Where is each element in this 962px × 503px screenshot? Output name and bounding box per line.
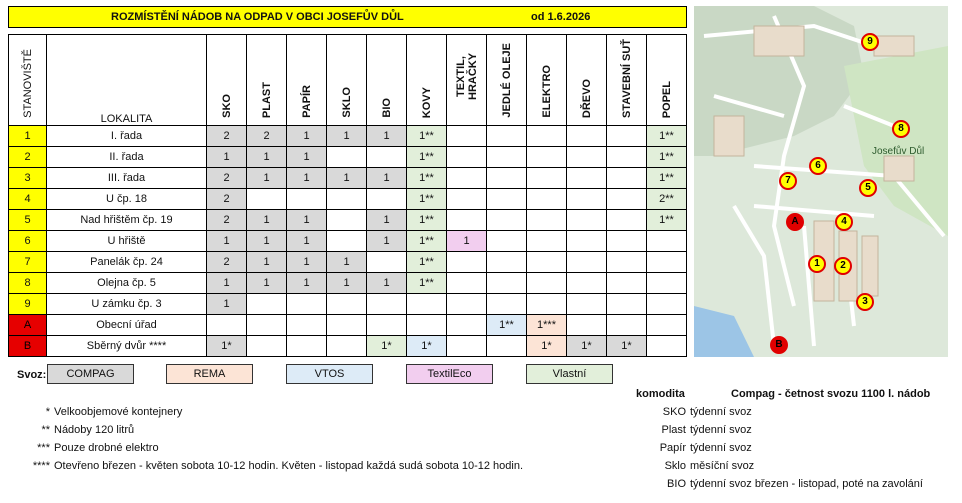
header-plast: PLAST: [247, 35, 287, 126]
komodita-sko-value: týdenní svoz: [690, 406, 752, 418]
cell-sklo: [327, 294, 367, 315]
table-row: [9, 147, 687, 168]
cell-textil-hračky: [447, 273, 487, 294]
cell-sko: 2: [207, 126, 247, 147]
cell-sklo: [327, 189, 367, 210]
cell-jedlé-oleje: [487, 147, 527, 168]
cell-sklo: [327, 231, 367, 252]
header-stanoviste: STANOVIŠTĚ: [9, 35, 47, 126]
komodita-papir: Papír: [659, 442, 686, 454]
cell-stavební-suť: [607, 189, 647, 210]
cell-elektro: 1*: [527, 336, 567, 357]
cell-plast: 1: [247, 231, 287, 252]
lokalita-name: I. řada: [47, 126, 207, 147]
cell-textil-hračky: [447, 189, 487, 210]
cell-popel: [647, 231, 687, 252]
cell-sko: 1: [207, 147, 247, 168]
cell-textil-hračky: [447, 336, 487, 357]
cell-papír: 1: [287, 168, 327, 189]
stanoviste-id: 4: [9, 189, 47, 210]
cell-jedlé-oleje: [487, 231, 527, 252]
cell-stavební-suť: [607, 231, 647, 252]
cell-elektro: [527, 210, 567, 231]
map-pin-1[interactable]: 1: [808, 255, 826, 273]
note-3: *** Pouze drobné elektro: [37, 442, 159, 454]
komodita-heading: komodita: [636, 388, 685, 400]
cell-dřevo: [567, 168, 607, 189]
cell-bio: 1: [367, 126, 407, 147]
cell-sklo: 1: [327, 252, 367, 273]
cell-textil-hračky: [447, 294, 487, 315]
cell-textil-hračky: [447, 126, 487, 147]
komodita-bio-value: týdenní svoz březen - listopad, poté na zavolání: [690, 478, 923, 490]
cell-sklo: [327, 315, 367, 336]
effective-date: od 1.6.2026: [531, 11, 591, 23]
cell-sko: 1: [207, 231, 247, 252]
header-popel: POPEL: [647, 35, 687, 126]
cell-popel: [647, 315, 687, 336]
waste-container-table: [8, 34, 687, 357]
cell-elektro: [527, 231, 567, 252]
komodita-bio: BIO: [667, 478, 686, 490]
legend-vlastni: Vlastní: [526, 364, 613, 384]
cell-textil-hračky: [447, 210, 487, 231]
map-pin-4[interactable]: 4: [835, 213, 853, 231]
cell-dřevo: [567, 315, 607, 336]
cell-bio: [367, 189, 407, 210]
cell-plast: 1: [247, 273, 287, 294]
map-background: [694, 6, 948, 357]
cell-stavební-suť: [607, 147, 647, 168]
page-title: ROZMÍSTĚNÍ NÁDOB NA ODPAD V OBCI JOSEFŮV DŮL: [111, 11, 404, 23]
cell-sko: 1: [207, 294, 247, 315]
table-row: [9, 210, 687, 231]
cell-elektro: 1***: [527, 315, 567, 336]
map-pin-6[interactable]: 6: [809, 157, 827, 175]
cell-plast: 1: [247, 252, 287, 273]
cell-dřevo: [567, 126, 607, 147]
cell-kovy: 1**: [407, 147, 447, 168]
map-pin-5[interactable]: 5: [859, 179, 877, 197]
cell-sko: 2: [207, 168, 247, 189]
cell-stavební-suť: [607, 294, 647, 315]
map-pin-a[interactable]: A: [786, 213, 804, 231]
cell-kovy: 1**: [407, 168, 447, 189]
stanoviste-id: B: [9, 336, 47, 357]
cell-popel: 1**: [647, 126, 687, 147]
stanoviste-id: 9: [9, 294, 47, 315]
table-row: [9, 168, 687, 189]
cell-dřevo: [567, 252, 607, 273]
cell-sklo: 1: [327, 168, 367, 189]
lokalita-name: Panelák čp. 24: [47, 252, 207, 273]
stanoviste-id: 8: [9, 273, 47, 294]
cell-jedlé-oleje: [487, 210, 527, 231]
cell-popel: 2**: [647, 189, 687, 210]
cell-jedlé-oleje: [487, 189, 527, 210]
cell-dřevo: 1*: [567, 336, 607, 357]
table-row: [9, 231, 687, 252]
cell-elektro: [527, 252, 567, 273]
cell-papír: 1: [287, 252, 327, 273]
cell-popel: [647, 336, 687, 357]
cell-elektro: [527, 147, 567, 168]
cell-plast: [247, 294, 287, 315]
lokalita-name: Nad hřištěm čp. 19: [47, 210, 207, 231]
cell-sko: 1: [207, 273, 247, 294]
cell-papír: [287, 315, 327, 336]
cell-stavební-suť: [607, 273, 647, 294]
cell-kovy: 1**: [407, 126, 447, 147]
komodita-sko: SKO: [662, 406, 686, 418]
cell-papír: [287, 336, 327, 357]
cell-stavební-suť: [607, 315, 647, 336]
cell-jedlé-oleje: [487, 294, 527, 315]
cell-sko: 1*: [207, 336, 247, 357]
cell-bio: 1*: [367, 336, 407, 357]
cell-elektro: [527, 294, 567, 315]
cell-elektro: [527, 273, 567, 294]
title-bar: [8, 6, 687, 28]
cell-papír: 1: [287, 231, 327, 252]
cell-kovy: 1**: [407, 273, 447, 294]
cell-sklo: 1: [327, 126, 367, 147]
map-pin-9[interactable]: 9: [861, 33, 879, 51]
lokalita-name: Obecní úřad: [47, 315, 207, 336]
cell-papír: [287, 294, 327, 315]
cell-jedlé-oleje: [487, 126, 527, 147]
stanoviste-id: A: [9, 315, 47, 336]
cell-jedlé-oleje: [487, 168, 527, 189]
cell-kovy: 1**: [407, 252, 447, 273]
header-kovy: KOVY: [407, 35, 447, 126]
cell-popel: [647, 294, 687, 315]
cell-sko: 2: [207, 189, 247, 210]
note-1: * Velkoobjemové kontejnery: [45, 406, 183, 418]
cell-kovy: [407, 315, 447, 336]
table-row: [9, 126, 687, 147]
lokalita-name: Olejna čp. 5: [47, 273, 207, 294]
cell-textil-hračky: 1: [447, 231, 487, 252]
cell-jedlé-oleje: [487, 273, 527, 294]
cell-plast: 1: [247, 168, 287, 189]
header-jedle-oleje: JEDLÉ OLEJE: [487, 35, 527, 126]
cell-dřevo: [567, 147, 607, 168]
legend-compag: COMPAG: [47, 364, 134, 384]
komodita-plast: Plast: [661, 424, 686, 436]
cell-popel: 1**: [647, 168, 687, 189]
cell-plast: [247, 336, 287, 357]
cell-sko: 2: [207, 210, 247, 231]
cell-plast: [247, 189, 287, 210]
cell-stavební-suť: 1*: [607, 336, 647, 357]
legend-textileco: TextilEco: [406, 364, 493, 384]
cell-bio: 1: [367, 210, 407, 231]
header-stavebni-sut: STAVEBNÍ SUŤ: [607, 35, 647, 126]
cell-plast: [247, 315, 287, 336]
table-row: [9, 294, 687, 315]
cell-sko: 2: [207, 252, 247, 273]
map-pin-3[interactable]: 3: [856, 293, 874, 311]
komodita-sklo-value: měsíční svoz: [690, 460, 755, 472]
cell-textil-hračky: [447, 168, 487, 189]
table-row: [9, 315, 687, 336]
cell-stavební-suť: [607, 168, 647, 189]
stanoviste-id: 2: [9, 147, 47, 168]
map-pin-7[interactable]: 7: [779, 172, 797, 190]
stanoviste-id: 6: [9, 231, 47, 252]
cell-jedlé-oleje: [487, 336, 527, 357]
cell-bio: [367, 252, 407, 273]
cell-jedlé-oleje: 1**: [487, 315, 527, 336]
cell-sklo: [327, 336, 367, 357]
table-row: [9, 273, 687, 294]
cell-elektro: [527, 126, 567, 147]
cell-popel: [647, 252, 687, 273]
cell-papír: 1: [287, 210, 327, 231]
header-sklo: SKLO: [327, 35, 367, 126]
header-sko: SKO: [207, 35, 247, 126]
note-4: **** Otevřeno březen - květen sobota 10-12 hodin. Květen - listopad každá sudá sobota 10-12 hodin.: [32, 460, 524, 472]
cell-kovy: 1**: [407, 189, 447, 210]
komodita-plast-value: týdenní svoz: [690, 424, 752, 436]
lokalita-name: II. řada: [47, 147, 207, 168]
cell-kovy: [407, 294, 447, 315]
cell-textil-hračky: [447, 147, 487, 168]
lokalita-name: Sběrný dvůr ****: [47, 336, 207, 357]
table-header-row: [9, 35, 687, 126]
header-textil: TEXTIL, HRAČKY: [447, 35, 487, 126]
map-pin-b[interactable]: B: [770, 336, 788, 354]
cell-papír: [287, 189, 327, 210]
cell-bio: 1: [367, 231, 407, 252]
cell-dřevo: [567, 294, 607, 315]
cell-kovy: 1**: [407, 210, 447, 231]
cell-elektro: [527, 189, 567, 210]
cell-textil-hračky: [447, 252, 487, 273]
komodita-papir-value: týdenní svoz: [690, 442, 752, 454]
cell-popel: 1**: [647, 210, 687, 231]
cell-popel: 1**: [647, 147, 687, 168]
cell-textil-hračky: [447, 315, 487, 336]
legend-vtos: VTOS: [286, 364, 373, 384]
table-row: [9, 252, 687, 273]
map-pin-8[interactable]: 8: [892, 120, 910, 138]
header-papir: PAPÍR: [287, 35, 327, 126]
cell-dřevo: [567, 273, 607, 294]
header-drevo: DŘEVO: [567, 35, 607, 126]
table-row: [9, 336, 687, 357]
cell-kovy: 1*: [407, 336, 447, 357]
note-2: ** Nádoby 120 litrů: [41, 424, 135, 436]
lokalita-name: U hřiště: [47, 231, 207, 252]
komodita-sklo: Sklo: [664, 460, 686, 472]
stanoviste-id: 1: [9, 126, 47, 147]
cell-papír: 1: [287, 273, 327, 294]
lokalita-name: III. řada: [47, 168, 207, 189]
cell-sko: [207, 315, 247, 336]
cell-bio: [367, 315, 407, 336]
komodita-frequency-heading: Compag - četnost svozu 1100 l. nádob: [731, 388, 931, 400]
svoz-label: Svoz:: [17, 369, 47, 381]
site-map: [694, 6, 948, 357]
cell-plast: 1: [247, 210, 287, 231]
cell-jedlé-oleje: [487, 252, 527, 273]
cell-bio: 1: [367, 168, 407, 189]
cell-stavební-suť: [607, 252, 647, 273]
lokalita-name: U zámku čp. 3: [47, 294, 207, 315]
cell-bio: [367, 294, 407, 315]
cell-stavební-suť: [607, 126, 647, 147]
stanoviste-id: 5: [9, 210, 47, 231]
lokalita-name: U čp. 18: [47, 189, 207, 210]
cell-bio: 1: [367, 273, 407, 294]
cell-papír: 1: [287, 147, 327, 168]
stanoviste-id: 7: [9, 252, 47, 273]
header-elektro: ELEKTRO: [527, 35, 567, 126]
table-row: [9, 189, 687, 210]
cell-elektro: [527, 168, 567, 189]
cell-plast: 1: [247, 147, 287, 168]
cell-dřevo: [567, 231, 607, 252]
stanoviste-id: 3: [9, 168, 47, 189]
map-pin-2[interactable]: 2: [834, 257, 852, 275]
cell-plast: 2: [247, 126, 287, 147]
cell-stavební-suť: [607, 210, 647, 231]
cell-papír: 1: [287, 126, 327, 147]
cell-sklo: 1: [327, 273, 367, 294]
cell-sklo: [327, 147, 367, 168]
legend-rema: REMA: [166, 364, 253, 384]
cell-popel: [647, 273, 687, 294]
header-lokalita: LOKALITA: [47, 35, 207, 126]
cell-kovy: 1**: [407, 231, 447, 252]
cell-sklo: [327, 210, 367, 231]
cell-bio: [367, 147, 407, 168]
cell-dřevo: [567, 189, 607, 210]
map-town-label: Josefův Důl: [872, 146, 925, 157]
header-bio: BIO: [367, 35, 407, 126]
cell-dřevo: [567, 210, 607, 231]
